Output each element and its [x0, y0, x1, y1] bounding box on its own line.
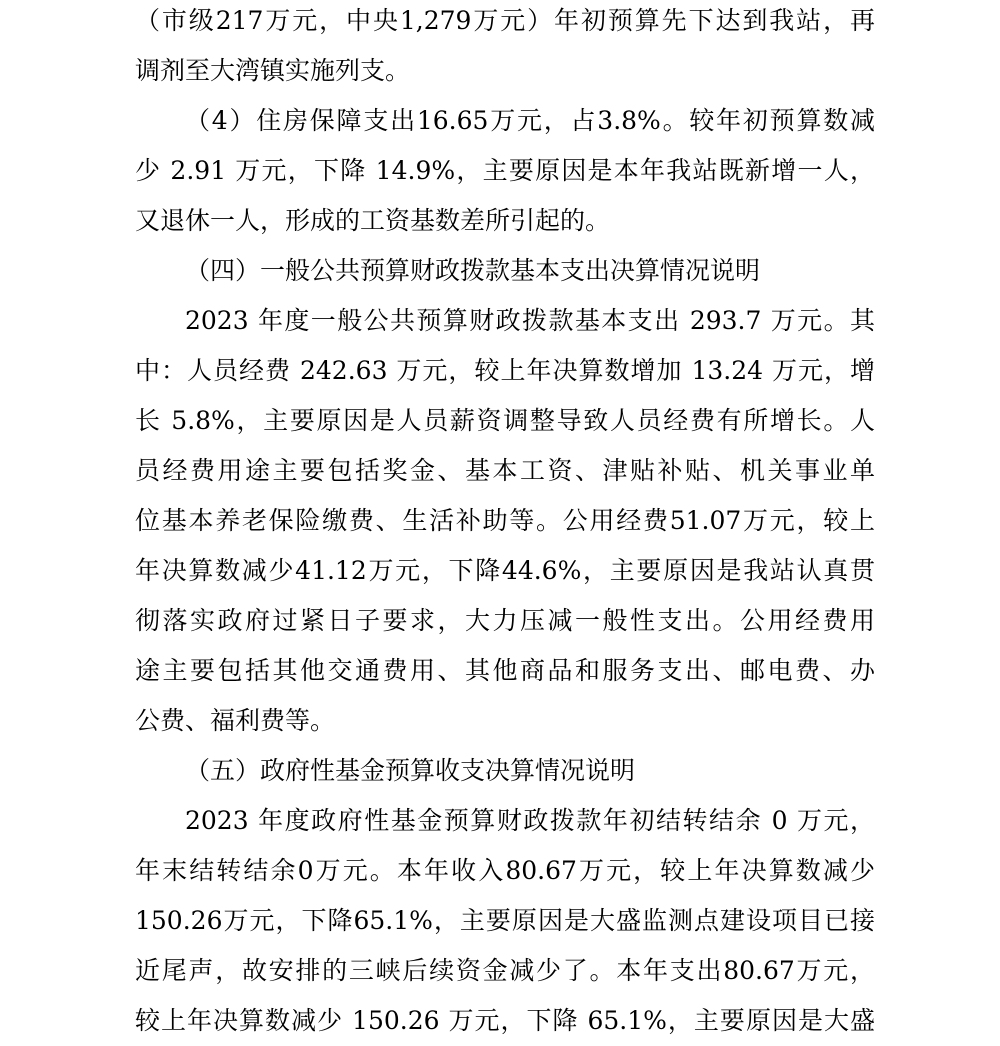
paragraph-line: 年末结转结余0万元。本年收入80.67万元，较上年决算数减少	[135, 856, 875, 885]
paragraph-line: 调剂至大湾镇实施列支。	[135, 56, 411, 85]
paragraph-line: 员经费用途主要包括奖金、基本工资、津贴补贴、机关事业单	[135, 456, 875, 485]
paragraph-line: 公费、福利费等。	[135, 706, 336, 735]
paragraph-line: 又退休一人，形成的工资基数差所引起的。	[135, 206, 611, 235]
paragraph-line: 中：人员经费 242.63 万元，较上年决算数增加 13.24 万元，增	[135, 356, 875, 385]
paragraph-line: 途主要包括其他交通费用、其他商品和服务支出、邮电费、办	[135, 656, 875, 685]
paragraph-line: 少 2.91 万元，下降 14.9%，主要原因是本年我站既新增一人，	[135, 156, 875, 185]
paragraph-line: 近尾声，故安排的三峡后续资金减少了。本年支出80.67万元，	[135, 956, 875, 985]
paragraph-line: 2023 年度一般公共预算财政拨款基本支出 293.7 万元。其	[185, 306, 875, 335]
paragraph-line: （市级217万元，中央1,279万元）年初预算先下达到我站，再	[135, 6, 875, 35]
section-heading: （四）一般公共预算财政拨款基本支出决算情况说明	[185, 256, 761, 285]
paragraph-line: 2023 年度政府性基金预算财政拨款年初结转结余 0 万元，	[185, 806, 875, 835]
paragraph-line: 长 5.8%，主要原因是人员薪资调整导致人员经费有所增长。人	[135, 406, 875, 435]
paragraph-line: 150.26万元，下降65.1%，主要原因是大盛监测点建设项目已接	[135, 906, 875, 935]
paragraph-line: 年决算数减少41.12万元，下降44.6%，主要原因是我站认真贯	[135, 556, 875, 585]
paragraph-line: （4）住房保障支出16.65万元，占3.8%。较年初预算数减	[185, 106, 875, 135]
section-heading: （五）政府性基金预算收支决算情况说明	[185, 756, 636, 785]
paragraph-line: 位基本养老保险缴费、生活补助等。公用经费51.07万元，较上	[135, 506, 875, 535]
paragraph-line: 彻落实政府过紧日子要求，大力压减一般性支出。公用经费用	[135, 606, 875, 635]
paragraph-line: 较上年决算数减少 150.26 万元，下降 65.1%，主要原因是大盛	[135, 1006, 875, 1035]
